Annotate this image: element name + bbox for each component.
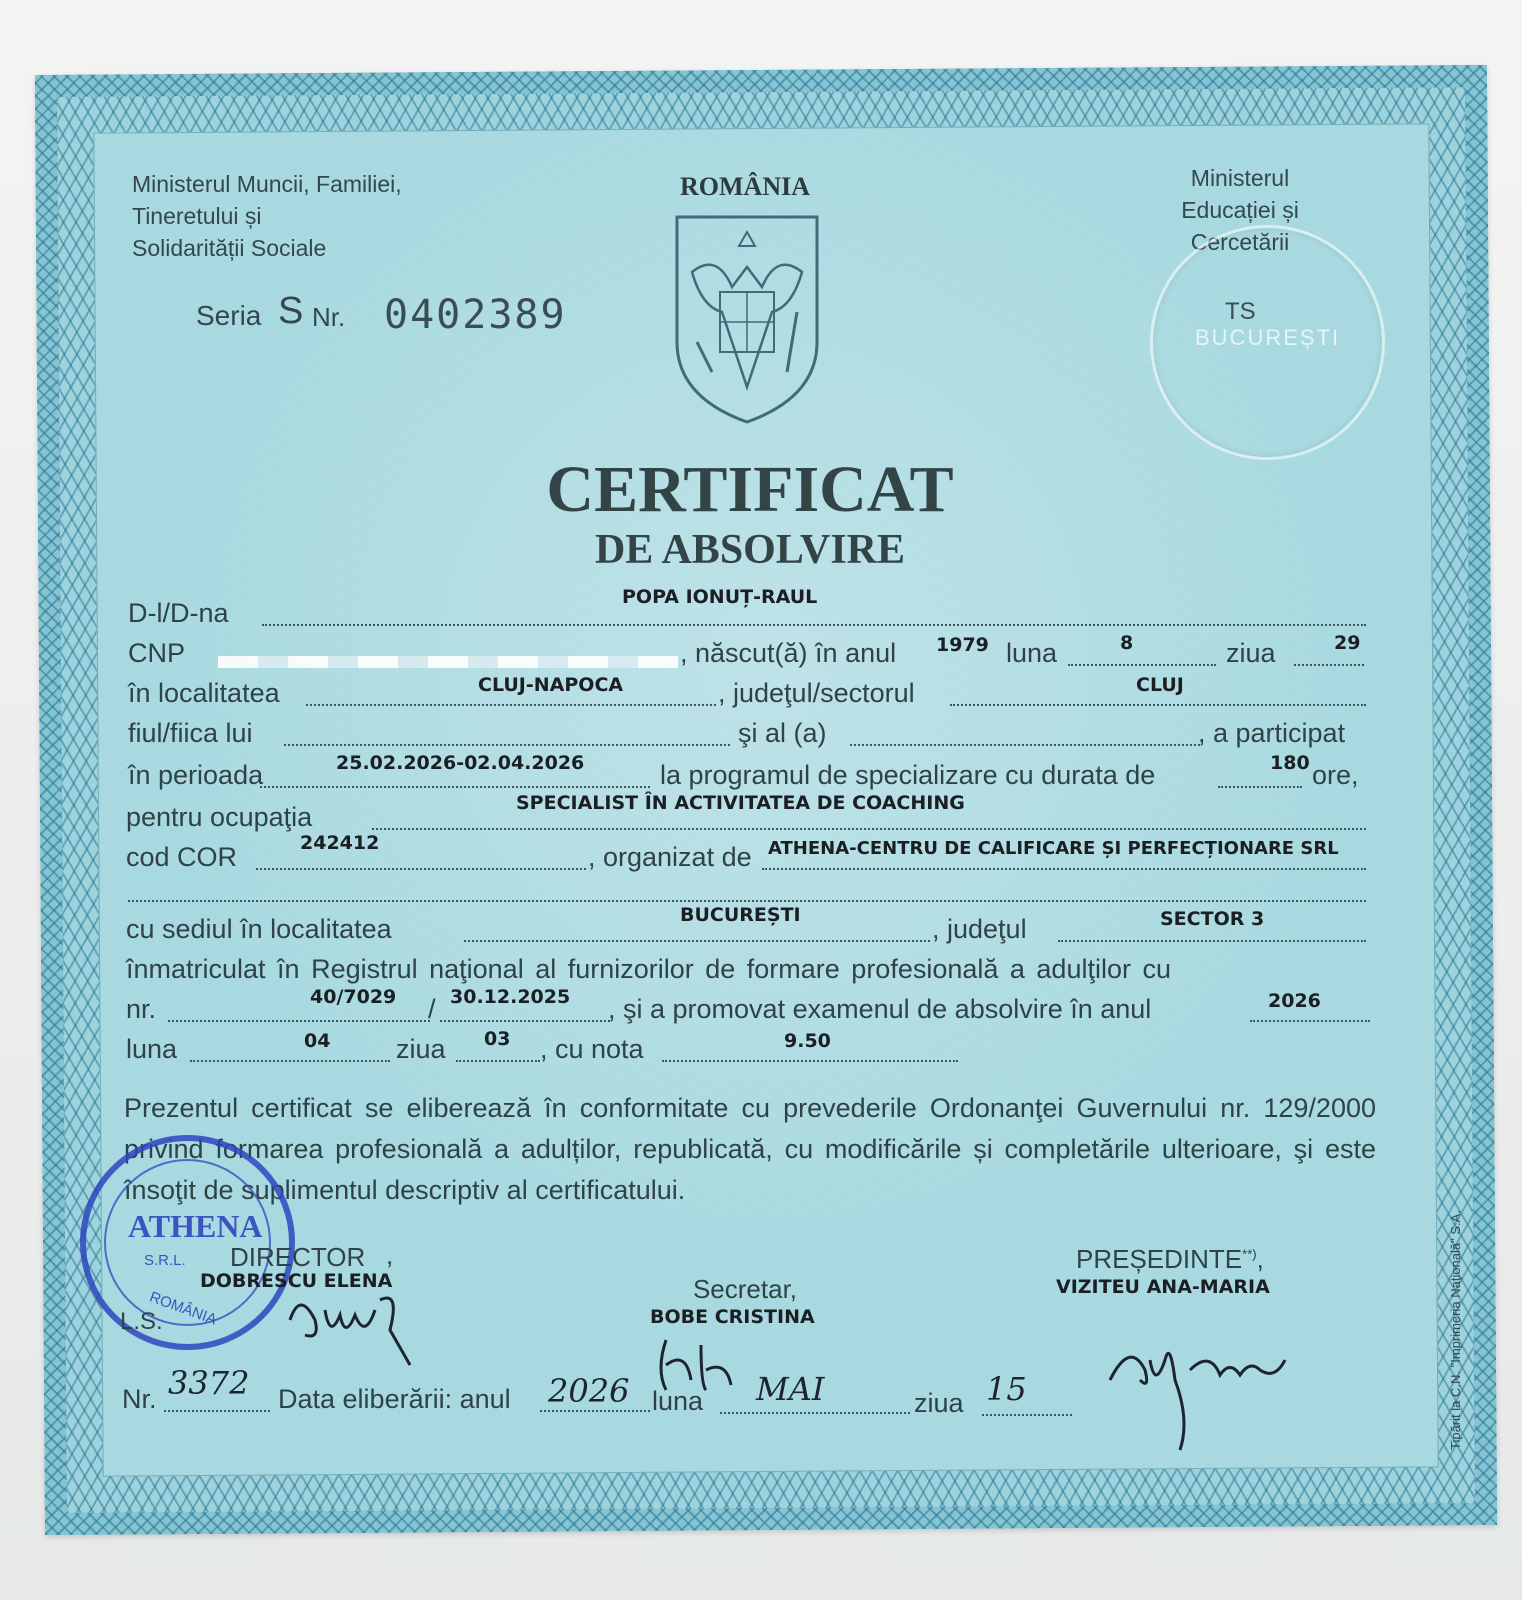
emboss-text: BUCUREȘTI bbox=[1195, 325, 1341, 350]
name-label: D-l/D-na bbox=[128, 598, 229, 628]
issue-day: 15 bbox=[986, 1370, 1027, 1408]
county-label: , judeţul/sectorul bbox=[718, 678, 915, 708]
period-label: în perioada bbox=[128, 760, 264, 790]
dotted-line bbox=[372, 828, 1366, 830]
participated-label: , a participat bbox=[1198, 718, 1346, 748]
dotted-line bbox=[456, 1060, 540, 1062]
ministry-right-line-1: Ministerul bbox=[1190, 165, 1290, 191]
issue-nr-value: 3372 bbox=[168, 1364, 250, 1402]
president-footnote: **) bbox=[1242, 1246, 1257, 1262]
reg-nr-label: nr. bbox=[126, 994, 157, 1024]
dotted-line bbox=[762, 868, 1366, 870]
director-name: DOBRESCU ELENA bbox=[200, 1270, 393, 1292]
ministry-right-line-3: Cercetării bbox=[1190, 229, 1290, 255]
grade-label: , cu nota bbox=[540, 1034, 644, 1064]
parents-and: şi al (a) bbox=[738, 718, 827, 748]
secretary-label: Secretar, bbox=[692, 1274, 798, 1304]
dotted-line bbox=[1294, 664, 1364, 666]
born-label: , născut(ă) în anul bbox=[680, 638, 897, 668]
occupation-label: pentru ocupaţia bbox=[126, 802, 313, 832]
birth-year: 1979 bbox=[936, 634, 989, 656]
seat-county: SECTOR 3 bbox=[1160, 908, 1265, 930]
dotted-line bbox=[128, 900, 1366, 902]
dotted-line bbox=[1068, 664, 1216, 666]
dotted-line bbox=[720, 1412, 910, 1414]
director-signature bbox=[280, 1280, 430, 1370]
dotted-line bbox=[190, 1060, 390, 1062]
printer-note: Tipărit la C.N. "Imprimeria Naţională" S.A. bbox=[1448, 1210, 1463, 1450]
series-value: S bbox=[278, 290, 304, 332]
stamp-country: ROMÂNIA bbox=[147, 1288, 219, 1329]
cnp-redacted bbox=[218, 656, 678, 668]
reg-nr-value: 40/7029 bbox=[310, 986, 397, 1008]
director-label: DIRECTOR bbox=[230, 1242, 366, 1272]
period-value: 25.02.2026-02.04.2026 bbox=[336, 752, 585, 774]
seat-locality: BUCUREȘTI bbox=[680, 904, 801, 926]
stamp-code: TS bbox=[1225, 298, 1256, 325]
dotted-line bbox=[284, 744, 730, 746]
director-comma: , bbox=[386, 1240, 394, 1270]
exam-ziua-label: ziua bbox=[396, 1034, 446, 1064]
exam-label: , şi a promovat examenul de absolvire în anul bbox=[608, 994, 1152, 1024]
locality-label: în localitatea bbox=[128, 678, 280, 708]
dotted-line bbox=[1218, 786, 1302, 788]
birth-county: CLUJ bbox=[1136, 674, 1184, 696]
exam-day: 03 bbox=[484, 1028, 511, 1050]
reg-slash: / bbox=[428, 994, 436, 1024]
dotted-line bbox=[464, 940, 930, 942]
certificate-title: CERTIFICAT bbox=[546, 453, 954, 526]
cor-value: 242412 bbox=[300, 832, 380, 854]
issue-ziua-label: ziua bbox=[914, 1388, 964, 1418]
organizer-value: ATHENA-CENTRU DE CALIFICARE ȘI PERFECȚIONARE SRL bbox=[768, 838, 1339, 859]
dotted-line bbox=[168, 1020, 430, 1022]
stamp-srl: S.R.L. bbox=[144, 1252, 186, 1269]
issue-month: MAI bbox=[756, 1370, 825, 1408]
country-title: ROMÂNIA bbox=[680, 172, 810, 201]
seat-label: cu sediul în localitatea bbox=[126, 914, 392, 944]
president-label: PREȘEDINTE**), bbox=[1076, 1244, 1264, 1274]
dotted-line bbox=[1058, 940, 1366, 942]
issue-year: 2026 bbox=[548, 1372, 630, 1410]
dotted-line bbox=[260, 786, 650, 788]
president-label-text: PREȘEDINTE bbox=[1076, 1244, 1243, 1274]
dotted-line bbox=[164, 1410, 270, 1412]
dotted-line bbox=[662, 1060, 958, 1062]
dotted-line bbox=[950, 704, 1366, 706]
cor-label: cod COR bbox=[126, 842, 238, 872]
ls-label: L.S. bbox=[120, 1308, 163, 1335]
exam-luna-label: luna bbox=[126, 1034, 178, 1064]
ministry-left-line-1: Ministerul Muncii, Familiei, bbox=[132, 171, 402, 197]
name-value: POPA IONUȚ-RAUL bbox=[622, 586, 818, 608]
ministry-left-line-2: Tineretului și bbox=[132, 203, 262, 229]
stamp-name: ATHENA bbox=[128, 1208, 263, 1244]
issue-date-label: Data eliberării: anul bbox=[278, 1384, 511, 1414]
series-nr-label: Nr. bbox=[312, 302, 346, 332]
dotted-line bbox=[1250, 1020, 1370, 1022]
dotted-line bbox=[256, 868, 586, 870]
birth-day: 29 bbox=[1334, 632, 1361, 654]
dotted-line bbox=[306, 704, 716, 706]
birth-month: 8 bbox=[1120, 632, 1134, 654]
registry-text: înmatriculat în Registrul naţional al furnizorilor de formare profesională a adulţilor cu bbox=[126, 954, 1171, 984]
dotted-line bbox=[850, 744, 1200, 746]
dotted-line bbox=[262, 624, 1366, 626]
president-name: VIZITEU ANA-MARIA bbox=[1056, 1276, 1270, 1298]
birth-ziua-label: ziua bbox=[1226, 638, 1276, 668]
dotted-line bbox=[440, 1020, 610, 1022]
program-label: la programul de specializare cu durata de bbox=[660, 760, 1156, 790]
exam-month: 04 bbox=[304, 1030, 331, 1052]
secretary-name: BOBE CRISTINA bbox=[650, 1306, 815, 1328]
serial-number: 0402389 bbox=[384, 292, 567, 338]
birth-locality: CLUJ-NAPOCA bbox=[478, 674, 624, 696]
legal-text: Prezentul certificat se eliberează în conformitate cu prevederile Ordonanţei Guvernului nr. 129/2000 privind formarea profesională a adulților, republicată, cu modificările și completările ulterioare, şi este însoţit de suplimentul descriptiv al certificatului. bbox=[124, 1093, 1376, 1205]
dotted-line bbox=[540, 1410, 650, 1412]
exam-year: 2026 bbox=[1268, 990, 1321, 1012]
dotted-line bbox=[982, 1414, 1072, 1416]
organized-label: , organizat de bbox=[588, 842, 752, 872]
occupation-value: SPECIALIST ÎN ACTIVITATEA DE COACHING bbox=[516, 792, 965, 814]
grade-value: 9.50 bbox=[784, 1030, 831, 1052]
certificate-subtitle: DE ABSOLVIRE bbox=[594, 527, 906, 573]
issue-nr-label: Nr. bbox=[122, 1384, 157, 1414]
hours-label: ore, bbox=[1312, 760, 1359, 790]
ministry-left-line-3: Solidarității Sociale bbox=[132, 235, 327, 261]
ministry-left bbox=[132, 168, 402, 264]
cnp-label: CNP bbox=[128, 638, 186, 668]
issue-luna-label: luna bbox=[652, 1386, 704, 1416]
series-label: Seria bbox=[196, 300, 262, 331]
ministry-right-line-2: Educației și bbox=[1181, 197, 1299, 223]
president-signature bbox=[1100, 1320, 1300, 1460]
coat-of-arms-icon bbox=[672, 212, 822, 427]
birth-luna-label: luna bbox=[1006, 638, 1058, 668]
seat-county-label: , judeţul bbox=[932, 914, 1027, 944]
reg-date-value: 30.12.2025 bbox=[450, 986, 571, 1008]
hours-value: 180 bbox=[1270, 752, 1310, 774]
parents-label: fiul/fiica lui bbox=[128, 718, 253, 748]
